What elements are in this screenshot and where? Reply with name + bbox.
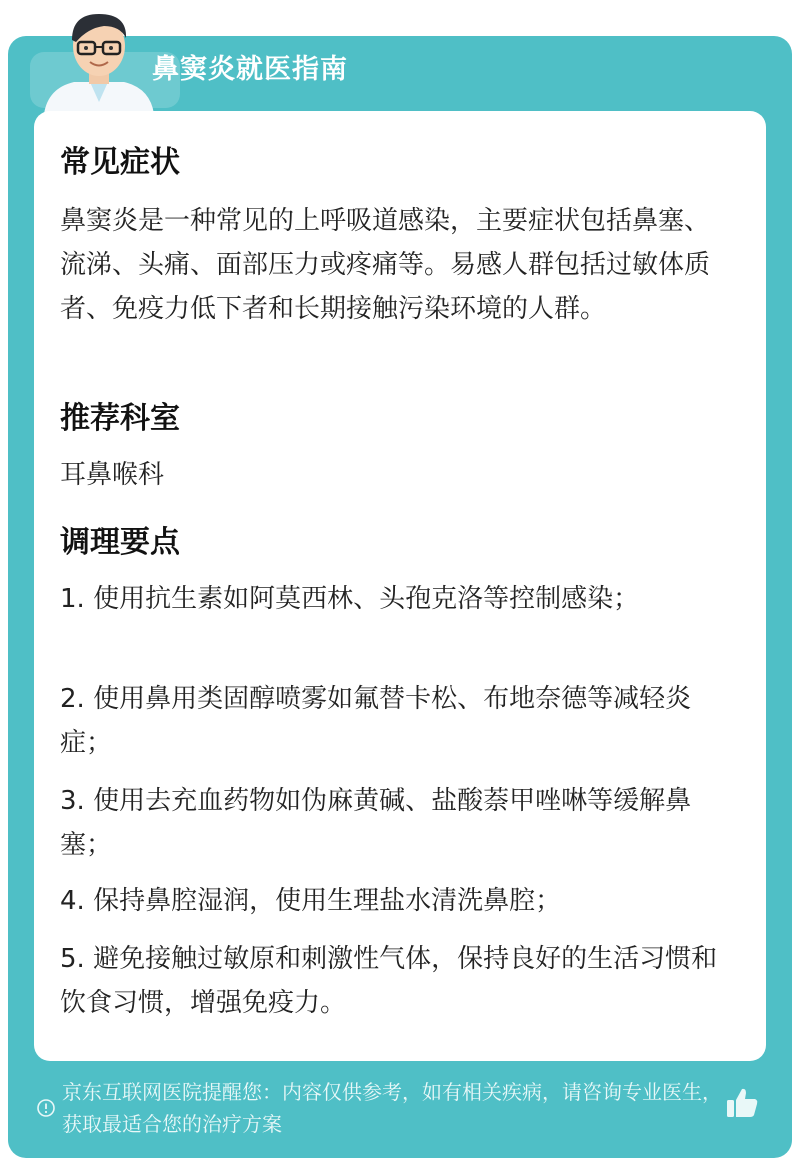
disclaimer-text: 京东互联网医院提醒您：内容仅供参考，如有相关疾病，请咨询专业医生，获取最适合您的治疗方案 xyxy=(62,1080,722,1136)
symptoms-title: 常见症状 xyxy=(60,145,180,180)
info-icon xyxy=(36,1098,56,1118)
care-item: 2. 使用鼻用类固醇喷雾如氟替卡松、布地奈德等减轻炎症； xyxy=(60,684,692,758)
care-item: 3. 使用去充血药物如伪麻黄碱、盐酸萘甲唑啉等缓解鼻塞； xyxy=(60,786,692,860)
care-item: 5. 避免接触过敏原和刺激性气体，保持良好的生活习惯和饮食习惯，增强免疫力。 xyxy=(60,944,718,1018)
care-item: 4. 保持鼻腔湿润，使用生理盐水清洗鼻腔； xyxy=(60,886,562,916)
department-text: 耳鼻喉科 xyxy=(60,460,165,490)
page-title: 鼻窦炎就医指南 xyxy=(152,54,348,85)
thumbs-up-icon[interactable] xyxy=(724,1085,760,1121)
care-title: 调理要点 xyxy=(60,525,180,560)
care-item: 1. 使用抗生素如阿莫西林、头孢克洛等控制感染； xyxy=(60,584,640,614)
doctor-avatar xyxy=(34,6,164,114)
content-card xyxy=(34,111,766,1061)
symptoms-text: 鼻窦炎是一种常见的上呼吸道感染，主要症状包括鼻塞、流涕、头痛、面部压力或疼痛等。易感人群包括过敏体质者、免疫力低下者和长期接触污染环境的人群。 xyxy=(60,206,711,324)
department-title: 推荐科室 xyxy=(60,401,180,436)
